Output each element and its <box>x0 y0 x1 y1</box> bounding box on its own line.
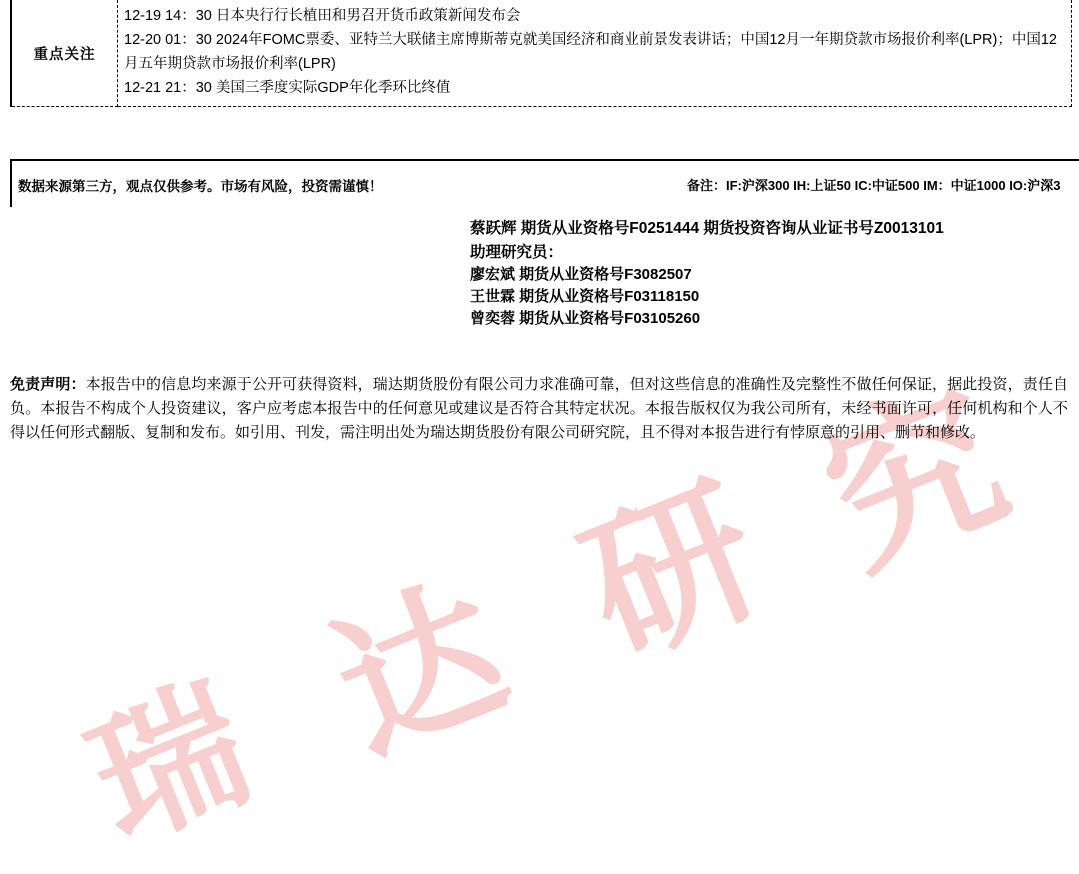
focus-row-label: 重点关注 <box>11 0 118 107</box>
focus-event-line: 12-19 14：30 日本央行行长植田和男召开货币政策新闻发布会 <box>124 8 521 24</box>
assistant-researchers-title: 助理研究员： <box>470 244 564 261</box>
ticker-legend-note: 备注：IF:沪深300 IH:上证50 IC:中证500 IM：中证1000 IO:沪深3 <box>687 178 1061 193</box>
focus-row-body <box>118 0 1072 107</box>
disclaimer-section <box>10 373 1068 445</box>
focus-event-line: 12-21 21：30 美国三季度实际GDP年化季环比终值 <box>124 80 451 96</box>
assistant-researcher: 廖宏斌 期货从业资格号F3082507 <box>470 266 692 283</box>
focus-events-table <box>10 0 1072 107</box>
footer-note-row <box>10 159 1079 207</box>
assistant-researcher: 曾奕蓉 期货从业资格号F03105260 <box>470 310 701 327</box>
analyst-credentials <box>470 218 1070 330</box>
focus-event-line: 12-20 01：30 2024年FOMC票委、亚特兰大联储主席博斯蒂克就美国经济和商业前景发表讲话；中国12月一年期贷款市场报价利率(LPR)；中国12月五年期贷款市场报价利率(LPR) <box>124 32 1057 72</box>
watermark-char: 达 <box>310 552 530 787</box>
watermark-char: 研 <box>559 452 785 692</box>
disclaimer-body: 本报告中的信息均来源于公开可获得资料，瑞达期货股份有限公司力求准确可靠，但对这些信息的准确性及完整性不做任何保证，据此投资，责任自负。本报告不构成个人投资建议，客户应考虑本报告中的任何意见或建议是否符合其特定状况。本报告版权仅为我公司所有，未经书面许可，任何机构和个人不得以任何形式翻版、复制和发布。如引用、刊发，需注明出处为瑞达期货股份有限公司研究院，且不得对本报告进行有悖原意的引用、删节和修改。 <box>10 376 1068 441</box>
lead-analyst: 蔡跃辉 期货从业资格号F0251444 期货投资咨询从业证书号Z0013101 <box>470 220 944 237</box>
assistant-researcher: 王世霖 期货从业资格号F03118150 <box>470 288 700 305</box>
table-row <box>11 0 1072 107</box>
disclaimer-title: 免责声明： <box>10 376 86 393</box>
watermark-char: 瑞 <box>67 656 273 874</box>
data-source-note: 数据来源第三方，观点仅供参考。市场有风险，投资需谨慎！ <box>18 179 383 194</box>
focus-events-table-wrapper <box>10 0 1072 107</box>
watermark-char: 究 <box>799 356 1031 604</box>
